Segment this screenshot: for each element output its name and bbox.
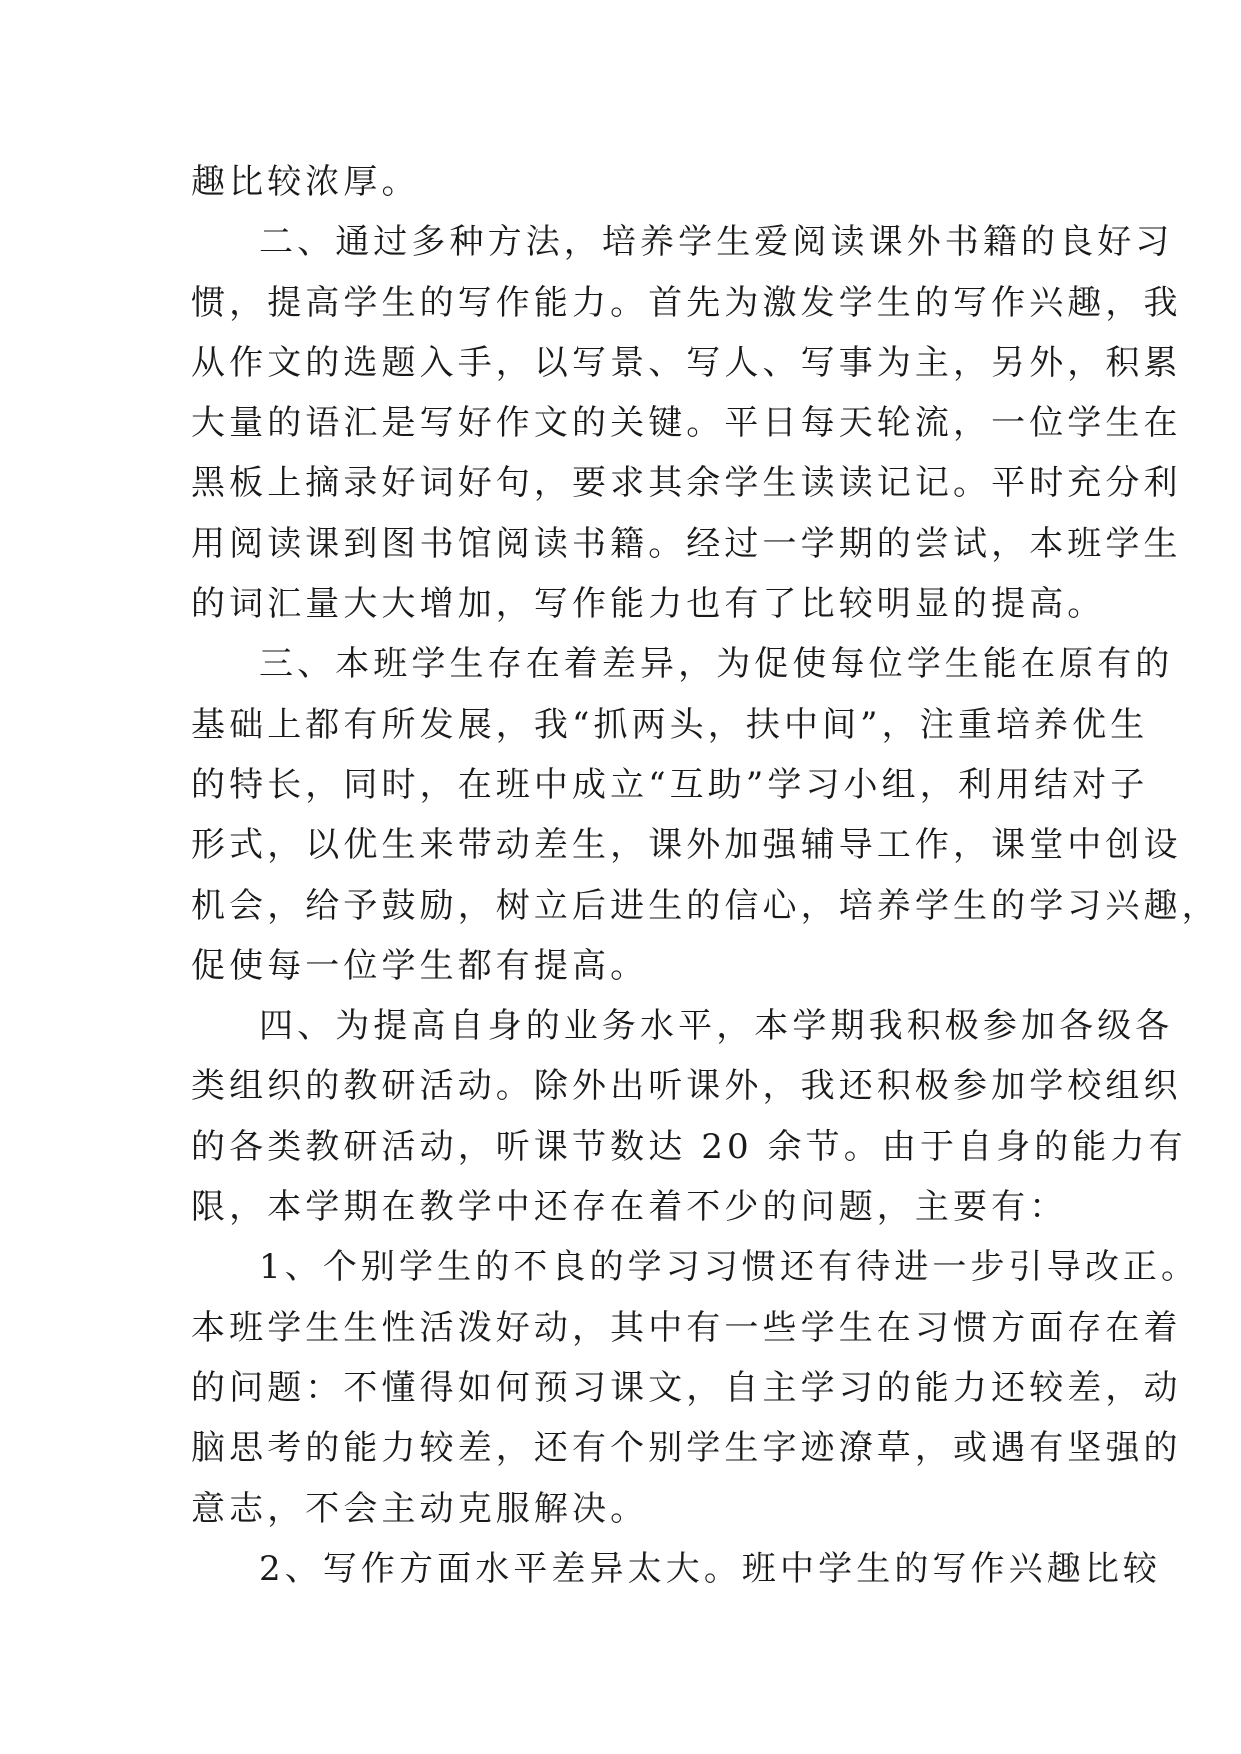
text-line: 机会，给予鼓励，树立后进生的信心，培养学生的学习兴趣， xyxy=(191,885,1220,926)
text-line: 惯，提高学生的写作能力。首先为激发学生的写作兴趣，我 xyxy=(191,282,1182,323)
text-line: 形式，以优生来带动差生，课外加强辅导工作，课堂中创设 xyxy=(191,825,1182,866)
paragraph-first-line: 四、为提高自身的业务水平，本学期我积极参加各级各 xyxy=(259,1006,1174,1047)
text-line: 的问题：不懂得如何预习课文，自主学习的能力还较差，动 xyxy=(191,1367,1182,1408)
text-line: 的词汇量大大增加，写作能力也有了比较明显的提高。 xyxy=(191,584,1106,625)
text-line: 类组织的教研活动。除外出听课外，我还积极参加学校组织 xyxy=(191,1066,1182,1107)
text-line: 的各类教研活动，听课节数达 20 余节。由于自身的能力有 xyxy=(191,1126,1187,1167)
text-line: 本班学生生性活泼好动，其中有一些学生在习惯方面存在着 xyxy=(191,1307,1182,1348)
paragraph-first-line: 2、写作方面水平差异太大。班中学生的写作兴趣比较 xyxy=(259,1548,1162,1589)
text-line: 的特长，同时，在班中成立“互助”学习小组，利用结对子 xyxy=(191,764,1149,805)
text-line: 趣比较浓厚。 xyxy=(191,162,420,202)
text-line: 意志，不会主动克服解决。 xyxy=(191,1488,649,1529)
text-line: 大量的语汇是写好作文的关键。平日每天轮流，一位学生在 xyxy=(191,403,1182,444)
text-line: 促使每一位学生都有提高。 xyxy=(191,945,649,986)
document-body xyxy=(191,152,1220,1599)
text-line: 用阅读课到图书馆阅读书籍。经过一学期的尝试，本班学生 xyxy=(191,523,1182,564)
paragraph-first-line: 1、个别学生的不良的学习习惯还有待进一步引导改正。 xyxy=(259,1247,1200,1288)
text-line: 黑板上摘录好词好句，要求其余学生读读记记。平时充分利 xyxy=(191,463,1182,504)
text-line: 从作文的选题入手，以写景、写人、写事为主，另外，积累 xyxy=(191,342,1182,383)
text-line: 脑思考的能力较差，还有个别学生字迹潦草，或遇有坚强的 xyxy=(191,1428,1182,1469)
paragraph-first-line: 三、本班学生存在着差异，为促使每位学生能在原有的 xyxy=(259,644,1174,685)
paragraph-first-line: 二、通过多种方法，培养学生爱阅读课外书籍的良好习 xyxy=(259,222,1174,263)
text-line: 限，本学期在教学中还存在着不少的问题，主要有： xyxy=(191,1187,1068,1228)
text-line: 基础上都有所发展，我“抓两头，扶中间”，注重培养优生 xyxy=(191,704,1149,745)
